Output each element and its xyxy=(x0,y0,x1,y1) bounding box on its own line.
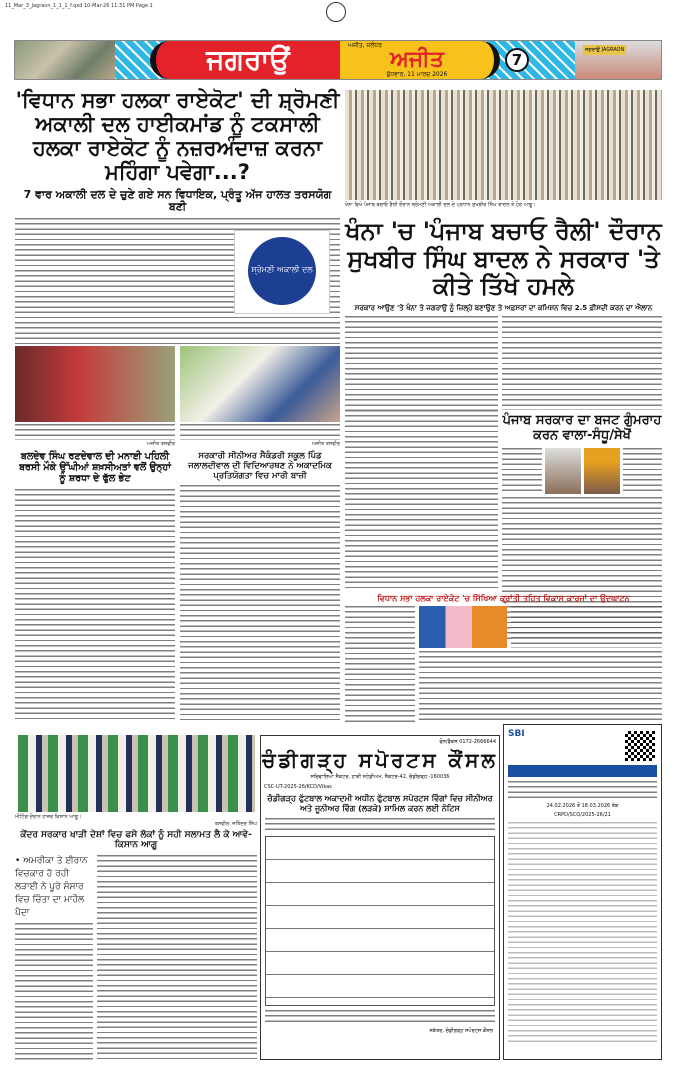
ad-title: ਚੰਡੀਗੜ੍ਹ ਸਪੋਰਟਸ ਕੌਂਸਲ xyxy=(262,748,498,772)
akali-dal-logo xyxy=(234,230,330,314)
sbi-ad xyxy=(503,724,662,1060)
story5-headline: ਪੰਜਾਬ ਸਰਕਾਰ ਦਾ ਬਜਟ ਗੁੰਮਰਾਹ ਕਰਨ ਵਾਲਾ-ਸੰਧੂ/ਸੇਖੋਂ xyxy=(502,413,662,443)
ad-schedule-table xyxy=(265,836,495,1006)
story6-photo-row xyxy=(419,606,662,648)
logo-text: ਸ਼੍ਰੋਮਣੀ ਅਕਾਲੀ ਦਲ xyxy=(248,237,316,305)
story6-body-b xyxy=(419,651,662,722)
story4 xyxy=(180,452,340,720)
masthead-town: ਜਗਰਾਉਂ xyxy=(150,41,340,79)
story3-headline: ਬਲਦੇਵ ਸਿੰਘ ਰਣਦੇਵਾਲ ਦੀ ਮਨਾਈ ਪਹਿਲੀ ਬਰਸੀ ਮੌਕੇ ਉੱਘੀਆਂ ਸ਼ਖ਼ਸੀਅਤਾਂ ਵਲੋਂ ਉਨ੍ਹਾਂ ਨੂੰ ਸ਼ਰਧਾ ਦੇ ਫੁੱਲ ਭੇਟ xyxy=(19,451,171,484)
story6-body-a xyxy=(345,606,415,722)
bullet-text: ਅਮਰੀਕਾ ਤੇ ਈਰਾਨ ਵਿਚਕਾਰ ਹੋ ਰਹੀ ਲੜਾਈ ਨੇ ਪੂਰੇ ਸੰਸਾਰ ਵਿਚ ਚਿੰਤਾ ਦਾ ਮਾਹੌਲ ਪੈਦਾ xyxy=(15,855,88,918)
story4-body xyxy=(180,485,340,720)
sbi-dates: 24.02.2026 ਤੋਂ 18.03.2026 ਤੱਕ xyxy=(546,803,619,809)
school-photo xyxy=(180,346,340,422)
story1 xyxy=(15,88,340,344)
farmers-photo-caption: ਮੀਟਿੰਗ ਦੌਰਾਨ ਹਾਜ਼ਰ ਕਿਸਾਨ ਆਗੂ। xyxy=(15,814,82,820)
ad-signature: ਸਕੱਤਰ, ਚੰਡੀਗੜ੍ਹ ਸਪੋਰਟਸ ਕੌਂਸਲ xyxy=(429,1028,493,1034)
ad-address: ਸਚਿਵਾਲਿਆ ਸੈਕਟਰ, ਹਾਕੀ ਸਟੇਡੀਅਮ, ਸੈਕਟਰ-42, ਚੰਡੀਗੜ੍ਹ -160036 xyxy=(310,774,450,780)
gurdwara-photo xyxy=(15,41,115,79)
farmers-group-photo xyxy=(18,735,255,812)
memorial-credit: ਅਜੀਤ ਤਸਵੀਰ xyxy=(146,441,175,447)
story2-headline: ਖੰਨਾ 'ਚ 'ਪੰਜਾਬ ਬਚਾਓ ਰੈਲੀ' ਦੌਰਾਨ ਸੁਖਬੀਰ ਸਿੰਘ ਬਾਦਲ ਨੇ ਸਰਕਾਰ 'ਤੇ ਕੀਤੇ ਤਿੱਖੇ ਹਮਲੇ xyxy=(345,217,662,301)
story1-subhead: 7 ਵਾਰ ਅਕਾਲੀ ਦਲ ਦੇ ਚੁਣੇ ਗਏ ਸਨ ਵਿਧਾਇਕ, ਪ੍ਰੰਤੂ ਅੱਜ ਹਾਲਤ ਤਰਸਯੋਗ ਬਣੀ xyxy=(23,187,332,214)
story5-photo-row xyxy=(502,448,662,494)
page-number: 7 xyxy=(505,48,529,72)
ad-notice-title: ਚੰਡੀਗੜ੍ਹ ਫੁੱਟਬਾਲ ਅਕਾਦਮੀ ਅਧੀਨ ਫੁੱਟਬਾਲ ਸਪੋਰਟਸ ਵਿੰਗਾਂ ਵਿਚ ਸੀਨੀਅਰ ਅਤੇ ਜੂਨੀਅਰ ਵਿੰਗ (ਲੜਕੇ) ਸ਼ਾਮਿਲ ਕਰਨ ਲਈ ਨੋਟਿਸ xyxy=(267,794,493,813)
story6-right xyxy=(419,606,662,722)
sign-text: ਜਗਰਾਉਂ JAGRAON xyxy=(585,47,625,53)
story2-body-cont xyxy=(502,316,662,410)
school-credit: ਅਜੀਤ ਤਸਵੀਰ xyxy=(311,441,340,447)
rally-photo-caption: ਖੰਨਾ ਵਿਖੇ ਪੰਜਾਬ ਬਚਾਓ ਰੈਲੀ ਦੌਰਾਨ ਸ਼੍ਰੋਮਣੀ ਅਕਾਲੀ ਦਲ ਦੇ ਪ੍ਰਧਾਨ ਸੁਖਬੀਰ ਸਿੰਘ ਬਾਦਲ ਤੇ ਹੋਰ ਆਗੂ। xyxy=(345,202,536,208)
story2-body-area xyxy=(345,316,662,410)
story2-body-lower xyxy=(345,410,498,590)
story7-body-b xyxy=(97,855,257,1060)
story7-body-area xyxy=(15,855,257,1060)
edition-label: ਅਜੀਤ, ਜਲੰਧਰ xyxy=(348,42,383,49)
sbi-vacancy-table xyxy=(508,822,657,1042)
school-caption xyxy=(180,424,340,440)
memorial-caption xyxy=(15,424,175,440)
registration-mark xyxy=(326,2,346,22)
qr-code xyxy=(625,731,655,761)
story1-headline: 'ਵਿਧਾਨ ਸਭਾ ਹਲਕਾ ਰਾਏਕੋਟ' ਦੀ ਸ਼੍ਰੋਮਣੀ ਅਕਾਲੀ ਦਲ ਹਾਈਕਮਾਂਡ ਨੂੰ ਟਕਸਾਲੀ ਹਲਕਾ ਰਾਏਕੋਟ ਨੂੰ ਨਜ਼ਰਅੰਦਾਜ਼ ਕਰਨਾ ਮਹਿੰਗਾ ਪਵੇਗਾ...? xyxy=(15,88,340,185)
masthead-paper xyxy=(340,41,500,79)
story1-body-area xyxy=(15,218,340,344)
story3-body xyxy=(15,489,175,720)
story7-body-a xyxy=(15,923,93,1060)
sports-council-ad xyxy=(260,735,500,1060)
story7-left-col xyxy=(15,855,93,1060)
print-slug: 11_Mar_3_Jagraon_1_1_1_f.qxd 10-Mar-26 11:31 PM Page 1 xyxy=(5,3,153,9)
sbi-banner xyxy=(508,765,657,777)
story7-headline: ਕੇਂਦਰ ਸਰਕਾਰ ਖਾੜੀ ਦੇਸ਼ਾਂ ਵਿਚ ਫਸੇ ਲੋਕਾਂ ਨੂੰ ਸਹੀ ਸਲਾਮਤ ਲੈ ਕੇ ਆਵੇ-ਕਿਸਾਨ ਆਗੂ xyxy=(20,830,252,851)
farmers-photo-credit: ਤਸਵੀਰ: ਜਤਿੰਦਰ ਸਿੰਘ xyxy=(214,821,257,827)
story5-body-b xyxy=(623,448,663,494)
ad-phone: ਫੋਨ/ਫੈਕਸ 0172-2666644 xyxy=(439,739,496,745)
sbi-intro xyxy=(508,781,657,799)
story7 xyxy=(15,814,257,1060)
memorial-photo xyxy=(15,346,175,422)
story6 xyxy=(345,594,662,722)
sbi-ref: CRPD/SCO/2025-26/21 xyxy=(554,812,611,818)
story7-bullet: • ਅਮਰੀਕਾ ਤੇ ਈਰਾਨ ਵਿਚਕਾਰ ਹੋ ਰਹੀ ਲੜਾਈ ਨੇ ਪੂਰੇ ਸੰਸਾਰ ਵਿਚ ਚਿੰਤਾ ਦਾ ਮਾਹੌਲ ਪੈਦਾ xyxy=(15,855,88,918)
issue-date: ਬੁੱਧਵਾਰ, 11 ਮਾਰਚ 2026 xyxy=(386,71,448,78)
ad-notice-body xyxy=(265,818,495,832)
ad-ref: CSC-UT-2025-26/KCD/Vikas xyxy=(264,784,332,790)
mla-photos xyxy=(419,606,507,648)
story2 xyxy=(345,218,662,410)
jagraon-sign-photo xyxy=(575,41,661,79)
leader-photo-1 xyxy=(545,448,581,494)
story2-subhead: ਸਰਕਾਰ ਆਉਣ 'ਤੇ ਖੰਨਾ ਤੇ ਜਗਰਾਉਂ ਨੂੰ ਜ਼ਿਲ੍ਹੇ ਬਣਾਉਣ ਤੇ ਅਫ਼ਸਰਾਂ ਦਾ ਕਮਿਸ਼ਨ ਵਿਚ 2.5 ਫ਼ੀਸਦੀ ਕਰਨ ਦਾ ਐਲਾਨ xyxy=(354,303,653,312)
story6-body-c xyxy=(511,606,662,648)
story4-headline: ਸਰਕਾਰੀ ਸੀਨੀਅਰ ਸੈਕੰਡਰੀ ਸਕੂਲ ਪਿੰਡ ਜਲਾਲਦੀਵਾਲ ਦੀ ਵਿਦਿਆਰਥਣ ਨੇ ਅਕਾਦਮਿਕ ਪ੍ਰਤਿਯੋਗਤਾ ਵਿਚ ਮਾਰੀ ਬਾਜ਼ੀ xyxy=(188,451,332,481)
story6-body-area xyxy=(345,606,662,722)
story5-body-a xyxy=(502,448,542,494)
story2-body xyxy=(345,316,498,410)
story6-headline: ਵਿਧਾਨ ਸਭਾ ਹਲਕਾ ਰਾਏਕੋਟ 'ਚ ਸਿੱਖਿਆ ਕ੍ਰਾਂਤੀ ਤਹਿਤ ਵਿਕਾਸ ਕਾਰਜਾਂ ਦਾ ਉਦਘਾਟਨ xyxy=(377,594,630,603)
leader-photo-2 xyxy=(584,448,620,494)
rally-photo xyxy=(345,90,662,200)
sbi-logo: SBI xyxy=(508,729,525,739)
story3 xyxy=(15,452,175,720)
paper-name: ਅਜੀਤ xyxy=(390,47,444,72)
ad-footer-text xyxy=(265,1010,495,1024)
